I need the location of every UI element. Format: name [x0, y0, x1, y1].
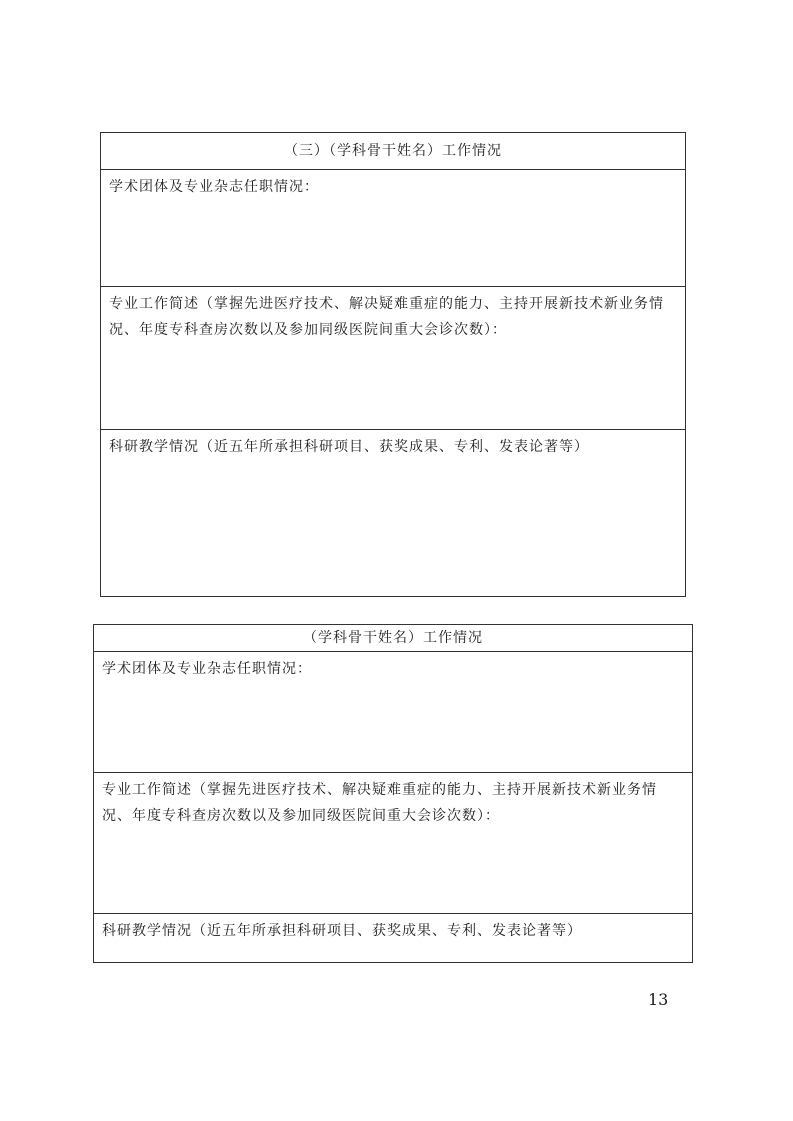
table-1-header: （三）（学科骨干姓名）工作情况	[101, 133, 686, 170]
page-number: 13	[648, 990, 669, 1009]
table-1-academic-positions-cell[interactable]: 学术团体及专业杂志任职情况：	[101, 170, 686, 287]
table-1-research-teaching-cell[interactable]: 科研教学情况（近五年所承担科研项目、获奖成果、专利、发表论著等）	[101, 430, 686, 597]
table-2-professional-work-cell[interactable]: 专业工作简述（掌握先进医疗技术、解决疑难重症的能力、主持开展新技术新业务情况、年度专科查房次数以及参加同级医院间重大会诊次数）：	[94, 773, 693, 914]
table-2-research-teaching-cell[interactable]: 科研教学情况（近五年所承担科研项目、获奖成果、专利、发表论著等）	[94, 914, 693, 963]
table-1-professional-work-cell[interactable]: 专业工作简述（掌握先进医疗技术、解决疑难重症的能力、主持开展新技术新业务情况、年度专科查房次数以及参加同级医院间重大会诊次数）：	[101, 287, 686, 430]
table-2-academic-positions-cell[interactable]: 学术团体及专业杂志任职情况：	[94, 652, 693, 773]
work-situation-table-1	[100, 132, 686, 597]
work-situation-table-2	[93, 624, 693, 963]
table-2-header: （学科骨干姓名）工作情况	[94, 625, 693, 652]
